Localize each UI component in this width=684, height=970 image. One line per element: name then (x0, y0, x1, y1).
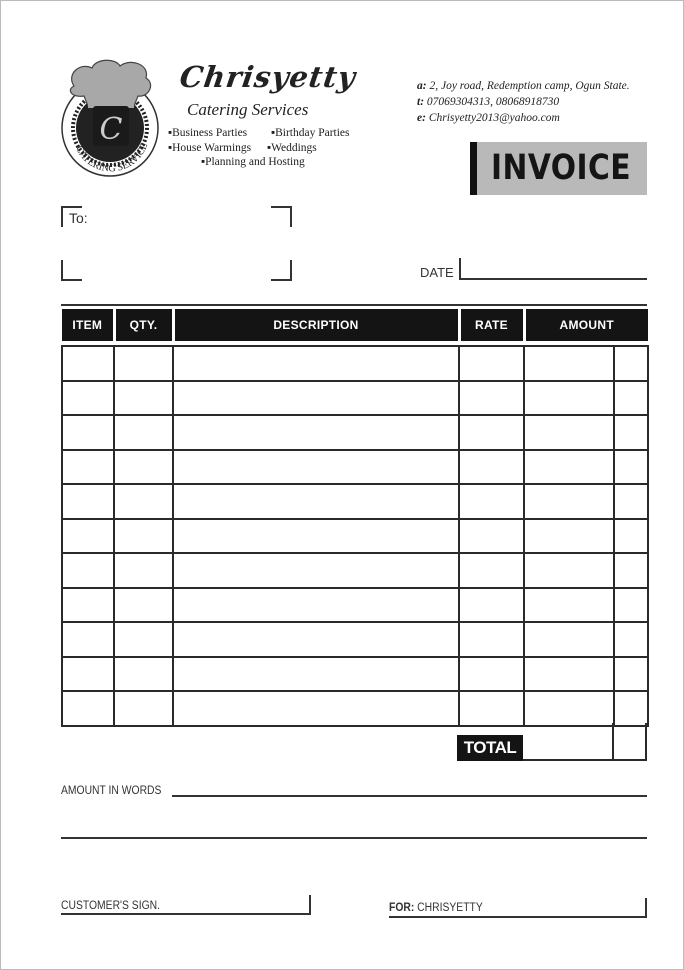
rate-cell[interactable] (459, 588, 524, 623)
description-cell[interactable] (173, 588, 459, 623)
amount-cell[interactable] (524, 691, 614, 726)
phone: t: 07069304313, 08068918730 (417, 96, 560, 108)
invoice-title-bar (470, 142, 477, 195)
header-amount: AMOUNT (524, 309, 648, 341)
qty-cell[interactable] (114, 450, 173, 485)
table-row (62, 553, 648, 588)
service-item: ▪Planning and Hosting (201, 156, 305, 168)
sign-divider (309, 895, 311, 915)
amount-kobo-cell[interactable] (614, 691, 648, 726)
qty-cell[interactable] (114, 346, 173, 381)
qty-cell[interactable] (114, 415, 173, 450)
qty-cell[interactable] (114, 588, 173, 623)
amount-kobo-cell[interactable] (614, 450, 648, 485)
table-row (62, 484, 648, 519)
amount-cell[interactable] (524, 484, 614, 519)
brand-name: Chrisyetty (177, 60, 359, 94)
amount-in-words-label: AMOUNT IN WORDS (61, 785, 162, 797)
rate-cell[interactable] (459, 622, 524, 657)
qty-cell[interactable] (114, 519, 173, 554)
qty-cell[interactable] (114, 657, 173, 692)
brand-subtitle: Catering Services (187, 100, 309, 119)
chef-hat-logo-icon (60, 56, 162, 180)
amount-cell[interactable] (524, 553, 614, 588)
header-item: ITEM (62, 309, 114, 341)
item-cell[interactable] (62, 622, 114, 657)
table-row (62, 691, 648, 726)
rate-cell[interactable] (459, 484, 524, 519)
customer-sign-field[interactable] (61, 913, 311, 915)
service-item: ▪Weddings (267, 142, 317, 154)
amount-kobo-cell[interactable] (614, 415, 648, 450)
item-cell[interactable] (62, 346, 114, 381)
item-cell[interactable] (62, 588, 114, 623)
date-divider (459, 258, 461, 279)
table-row (62, 657, 648, 692)
address: a: 2, Joy road, Redemption camp, Ogun State. (417, 80, 630, 92)
item-cell[interactable] (62, 691, 114, 726)
invoice-title: INVOICE (491, 148, 631, 188)
table-row (62, 381, 648, 416)
amount-kobo-cell[interactable] (614, 657, 648, 692)
contact-block (417, 78, 630, 126)
rate-cell[interactable] (459, 381, 524, 416)
service-item: ▪House Warmings (168, 142, 252, 154)
amount-in-words-field[interactable] (172, 795, 647, 797)
description-cell[interactable] (173, 657, 459, 692)
qty-cell[interactable] (114, 381, 173, 416)
rate-cell[interactable] (459, 346, 524, 381)
for-divider (645, 898, 647, 918)
amount-kobo-cell[interactable] (614, 588, 648, 623)
header-description: DESCRIPTION (173, 309, 459, 341)
amount-in-words-field-2[interactable] (61, 837, 647, 839)
description-cell[interactable] (173, 346, 459, 381)
rate-cell[interactable] (459, 691, 524, 726)
rate-cell[interactable] (459, 415, 524, 450)
qty-cell[interactable] (114, 691, 173, 726)
for-sign-field[interactable] (389, 916, 647, 918)
table-row (62, 450, 648, 485)
invoice-items-table (61, 309, 649, 727)
to-box-corner (271, 206, 292, 227)
description-cell[interactable] (173, 450, 459, 485)
customer-sign-label: CUSTOMER'S SIGN. (61, 900, 160, 912)
qty-cell[interactable] (114, 553, 173, 588)
qty-cell[interactable] (114, 622, 173, 657)
amount-cell[interactable] (524, 381, 614, 416)
service-item: ▪Birthday Parties (271, 127, 350, 139)
description-cell[interactable] (173, 415, 459, 450)
item-cell[interactable] (62, 553, 114, 588)
amount-cell[interactable] (524, 657, 614, 692)
description-cell[interactable] (173, 553, 459, 588)
total-label: TOTAL N (457, 735, 523, 761)
table-row (62, 519, 648, 554)
total-kobo-field[interactable] (613, 723, 647, 761)
amount-cell[interactable] (524, 622, 614, 657)
to-label: To: (69, 210, 88, 226)
table-row (62, 346, 648, 381)
item-cell[interactable] (62, 381, 114, 416)
amount-kobo-cell[interactable] (614, 381, 648, 416)
item-cell[interactable] (62, 450, 114, 485)
qty-cell[interactable] (114, 484, 173, 519)
svg-text:CATERING SERVICE: CATERING SERVICE (73, 141, 151, 175)
service-item: ▪Business Parties (168, 127, 248, 139)
table-row (62, 588, 648, 623)
description-cell[interactable] (173, 622, 459, 657)
description-cell[interactable] (173, 519, 459, 554)
rate-cell[interactable] (459, 553, 524, 588)
amount-kobo-cell[interactable] (614, 622, 648, 657)
amount-cell[interactable] (524, 588, 614, 623)
date-label: DATE (420, 265, 454, 280)
amount-kobo-cell[interactable] (614, 553, 648, 588)
item-cell[interactable] (62, 657, 114, 692)
amount-cell[interactable] (524, 450, 614, 485)
description-cell[interactable] (173, 381, 459, 416)
for-label: FOR: CHRISYETTY (389, 902, 483, 914)
amount-kobo-cell[interactable] (614, 346, 648, 381)
amount-cell[interactable] (524, 415, 614, 450)
item-cell[interactable] (62, 519, 114, 554)
to-box-corner (61, 260, 82, 281)
amount-cell[interactable] (524, 519, 614, 554)
date-field[interactable] (459, 278, 647, 280)
header-qty: QTY. (114, 309, 173, 341)
item-cell[interactable] (62, 484, 114, 519)
table-row (62, 622, 648, 657)
item-cell[interactable] (62, 415, 114, 450)
to-field[interactable] (100, 210, 265, 270)
header-rate: RATE (459, 309, 524, 341)
amount-kobo-cell[interactable] (614, 484, 648, 519)
svg-text:C: C (99, 112, 123, 147)
rate-cell[interactable] (459, 450, 524, 485)
rate-cell[interactable] (459, 657, 524, 692)
table-row (62, 415, 648, 450)
amount-cell[interactable] (524, 346, 614, 381)
to-box-corner (271, 260, 292, 281)
description-cell[interactable] (173, 691, 459, 726)
amount-kobo-cell[interactable] (614, 519, 648, 554)
divider (61, 304, 647, 306)
email: e: Chrisyetty2013@yahoo.com (417, 112, 560, 124)
total-amount-field[interactable] (523, 723, 614, 761)
description-cell[interactable] (173, 484, 459, 519)
rate-cell[interactable] (459, 519, 524, 554)
